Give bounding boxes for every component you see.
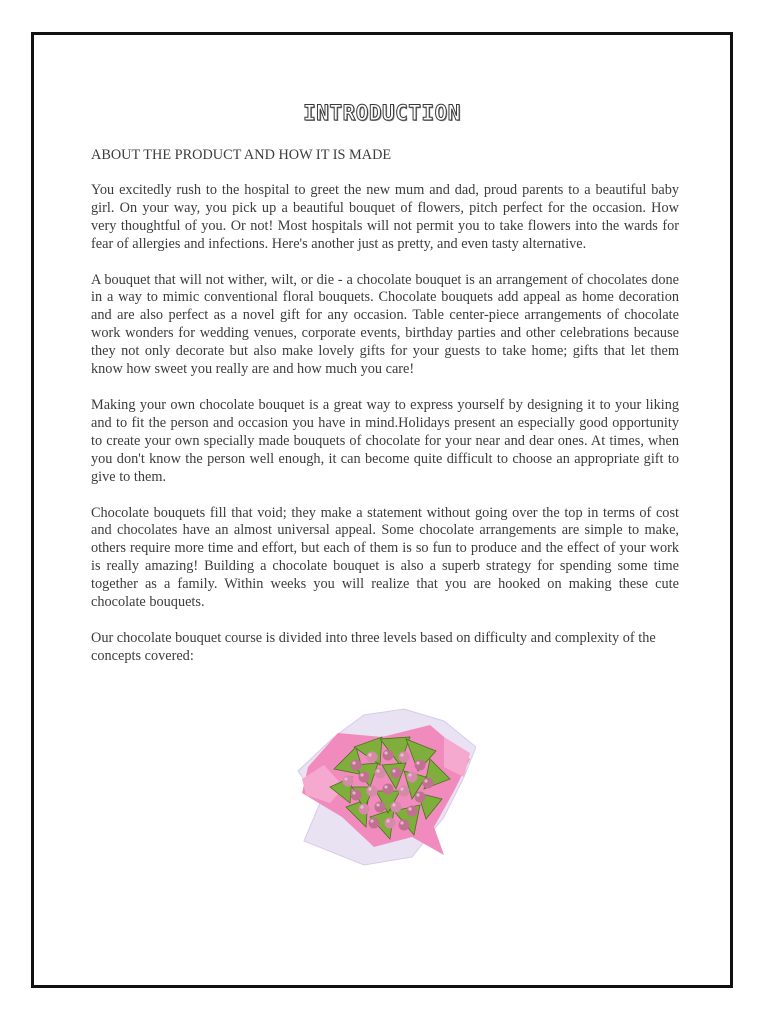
paragraph-3: Making your own chocolate bouquet is a great way to express yourself by designing it to your liking and to fit the person and occasion you have in mind.Holidays present an especially good opportunity to create your own specially made bouquets of chocolate for your near and dear ones. At times, when you don't know the person well enough, it can become quite difficult to choose an appropriate gift to give to them.	[91, 396, 679, 485]
document-page	[31, 32, 733, 988]
page-title: INTRODUCTION	[303, 101, 461, 125]
document-body	[91, 147, 679, 684]
paragraph-2: A bouquet that will not wither, wilt, or die - a chocolate bouquet is an arrangement of chocolates done in a way to mimic conventional floral bouquets. Chocolate bouquets add appeal as home decoration and are also perfect as a novel gift for any occasion. Table center-piece arrangements of chocolate work wonders for wedding venues, corporate events, birthday parties and other celebrations because they not only decorate but also make lovely gifts for your guests to take home; gifts that let them know how sweet you really are and how much you care!	[91, 271, 679, 378]
paragraph-1: You excitedly rush to the hospital to greet the new mum and dad, proud parents to a beautiful baby girl. On your way, you pick up a beautiful bouquet of flowers, pitch perfect for the occasion. How very thoughtful of you. Or not! Most hospitals will not permit you to take flowers into the wards for fear of allergies and infections. Here's another just as pretty, and even tasty alternative.	[91, 181, 679, 252]
section-subheading: ABOUT THE PRODUCT AND HOW IT IS MADE	[91, 147, 392, 163]
paragraph-4: Chocolate bouquets fill that void; they make a statement without going over the top in terms of cost and chocolates have an almost universal appeal. Some chocolate arrangements are simple to make, others require more time and effort, but each of them is so fun to produce and the effect of your work is really amazing! Building a chocolate bouquet is also a superb strategy for spending some time together as a family. Within weeks you will realize that you are hooked on making these cute chocolate bouquets.	[91, 504, 679, 611]
chocolate-bouquet-image	[294, 707, 480, 867]
paragraph-5: Our chocolate bouquet course is divided into three levels based on difficulty and complexity of the concepts covered:	[91, 629, 656, 664]
